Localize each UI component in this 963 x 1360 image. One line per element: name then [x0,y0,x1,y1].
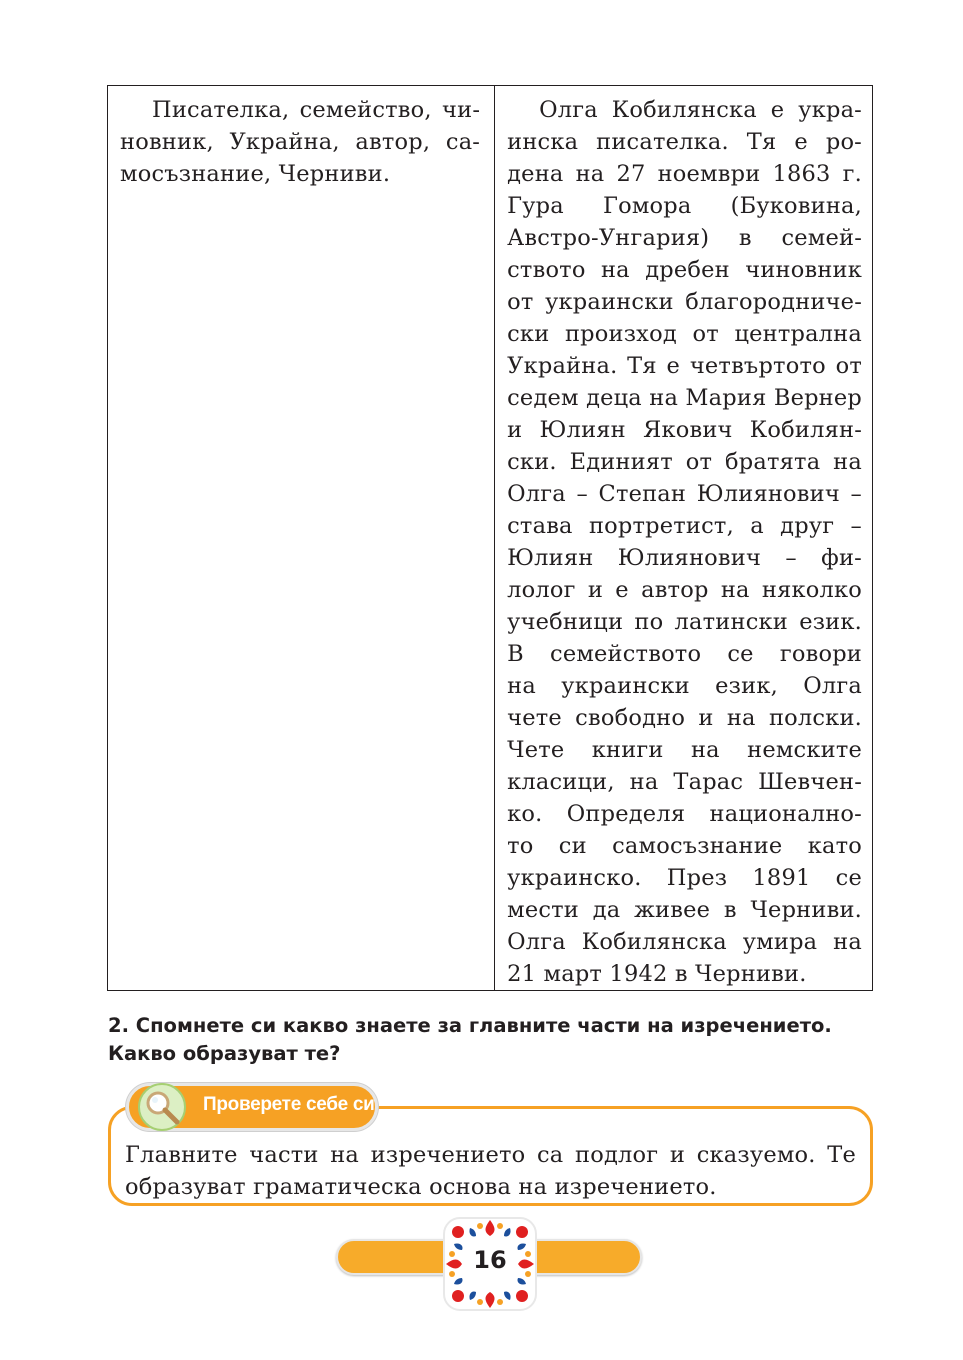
biography-line: мести да живее в Черниви. [507,897,862,923]
keywords-line: новник, Украйна, автор, са- [120,129,481,155]
biography-line: то си самосъзнание като [507,833,862,859]
biography-line: класици, на Тарас Шевчен- [507,769,862,795]
check-yourself-label: Проверете себе си [203,1094,375,1115]
biography-line: Австро-Унгария) в семей- [507,225,862,251]
biography-line: от украински благородниче- [507,289,862,315]
magnifier-icon [137,1082,187,1132]
biography-line: Олга – Степан Юлиянович – [507,481,862,507]
biography-line: ството на дребен чиновник [507,257,862,283]
biography-line: и Юлиян Якович Кобилян- [507,417,862,443]
biography-line: ко. Определя национално- [507,801,862,827]
keywords-line: Писателка, семейство, чи- [152,97,481,123]
biography-cell [495,86,872,990]
biography-line: става портретист, а друг – [507,513,862,539]
biography-line: дена на 27 ноември 1863 г. [507,161,862,187]
check-answer-line: Главните части на изречението са подлог и сказуемо. Те [125,1142,856,1168]
biography-line: 21 март 1942 в Черниви. [507,961,807,987]
biography-line: Олга Кобилянска е укра- [539,97,862,123]
biography-line: учебници по латински език. [507,609,862,635]
biography-line: лолог и е автор на няколко [507,577,862,603]
biography-line: Чете книги на немските [507,737,862,763]
keywords-cell [108,86,495,990]
biography-line: Олга Кобилянска умира на [507,929,862,955]
biography-line: чете свободно и на полски. [507,705,862,731]
keywords-line: мосъзнание, Черниви. [120,161,391,187]
biography-line: В семейството се говори [507,641,862,667]
biography-line: украинско. През 1891 се [507,865,862,891]
biography-line: ски. Единият от братята на [507,449,862,475]
check-answer-text [125,1139,856,1203]
biography-line: Украйна. Тя е четвъртото от [507,353,862,379]
biography-line: седем деца на Мария Вернер [507,385,862,411]
page-number: 16 [473,1246,507,1274]
biography-line: Юлиян Юлиянович – фи- [507,545,862,571]
biography-line: инска писателка. Тя е ро- [507,129,862,155]
biography-line: Гура Гомора (Буковина, [507,193,862,219]
check-answer-line: образуват граматическа основа на изречението. [125,1174,717,1200]
text-table [107,85,873,991]
biography-line: на украински език, Олга [507,673,862,699]
biography-line: ски произход от централна [507,321,862,347]
exercise-question: 2. Спомнете си какво знаете за главните части на изречението. Какво образуват те? [108,1014,832,1065]
check-yourself-badge [126,1083,378,1131]
